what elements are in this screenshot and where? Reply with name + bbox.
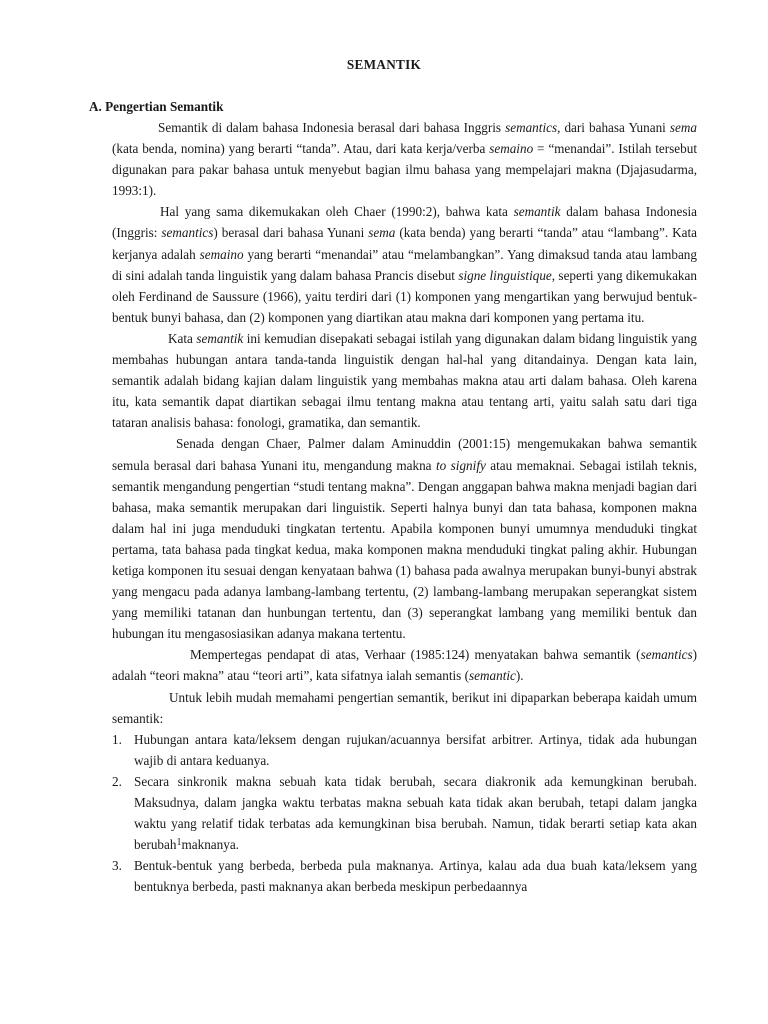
footnote-marker[interactable]: 1 (176, 837, 182, 849)
list-number: 1. (112, 731, 122, 747)
paragraph-5: Mempertegas pendapat di atas, Verhaar (1985:124) menyatakan bahwa semantik (semantics) adalah “teori makna” atau “teori arti”, kata sifatnya ialah semantis (semantic). (112, 647, 697, 684)
document-body (112, 117, 697, 897)
list-number: 3. (112, 858, 122, 874)
paragraph-4: Senada dengan Chaer, Palmer dalam Aminuddin (2001:15) mengemukakan bahwa semantik semula berasal dari bahasa Yunani itu, mengandung makna to signify atau memaknai. Sebagai istilah teknis, semantik mengandung pengertian “studi tentang makna”. Dengan anggapan bahwa makna menjadi bagian dari bahasa, maka semantik merupakan dari linguistik. Seperti halnya bunyi dan tata bahasa, komponen makna dalam hal ini juga menduduki tingkatan tertentu. Apabila komponen bunyi umumnya menduduki tingkat pertama, tata bahasa pada tingkat kedua, maka komponen makna menduduki tingkat paling akhir. Hubungan ketiga komponen itu sesuai dengan kenyataan bahwa (1) bahasa pada awalnya merupakan bunyi-bunyi abstrak yang mengacu pada adanya lambang-lambang tertentu, (2) lambang-lambang merupakan seperangkat sistem yang memiliki tatanan dan hunbungan tertentu, dan (3) seperangkat lambang yang memiliki bentuk dan hubungan itu mengasosiasikan adanya makana tertentu. (112, 436, 698, 642)
paragraph-1: Semantik di dalam bahasa Indonesia berasal dari bahasa Inggris semantics, dari bahasa Yunani sema (kata benda, nomina) yang berarti “tanda”. Atau, dari kata kerja/verba semaino = “menandai”. Istilah tersebut digunakan para pakar bahasa untuk menyebut bagian ilmu bahasa yang mempelajari makna (Djajasudarma, 1993:1). (112, 120, 697, 199)
list-number: 2. (112, 773, 122, 789)
document-title: SEMANTIK (346, 57, 422, 72)
list-text-tail: maknanya. (181, 837, 239, 853)
list-item (112, 855, 697, 897)
list-text: Bentuk-bentuk yang berbeda, berbeda pula maknanya. Artinya, kalau ada dua buah kata/leksem yang bentuknya berbeda, pasti maknanya akan berbeda meskipun perbedaannya (134, 858, 697, 895)
list-item (112, 729, 697, 771)
list-text: Secara sinkronik makna sebuah kata tidak berubah, secara diakronik ada kemungkinan berubah. Maksudnya, dalam jangka waktu terbatas makna sebuah kata tidak akan berubah, tetapi dalam jangka waktu yang relatif tidak terbatas ada kemungkinan bisa berubah. Namun, tidak berarti setiap kata akan berubah (134, 773, 697, 853)
paragraph-2: Hal yang sama dikemukakan oleh Chaer (1990:2), bahwa kata semantik dalam bahasa Indonesia (Inggris: semantics) berasal dari bahasa Yunani sema (kata benda) yang berarti “tanda” atau “lambang”. Kata kerjanya adalah semaino yang berarti “menandai” atau “melambangkan”. Yang dimaksud tanda atau lambang di sini adalah tanda linguistik yang dalam bahasa Prancis disebut signe linguistique, seperti yang dikemukakan oleh Ferdinand de Saussure (1966), yaitu terdiri dari (1) komponen yang mengartikan yang berwujud bentuk-bentuk bunyi bahasa, dan (2) komponen yang diartikan atau makna dari komponen yang pertama itu. (112, 204, 697, 325)
list-item (112, 771, 697, 855)
paragraph-3: Kata semantik ini kemudian disepakati sebagai istilah yang digunakan dalam bidang linguistik yang membahas hubungan antara tanda-tanda linguistik dengan hal-hal yang ditandainya. Dengan kata lain, semantik adalah bidang kajian dalam linguistik yang membahas makna atau arti dalam bahasa. Oleh karena itu, kata semantik dapat diartikan sebagai ilmu tentang makna atau tentang arti, yaitu salah satu dari tiga tataran analisis bahasa: fonologi, gramatika, dan semantik. (112, 330, 697, 431)
list-text: Hubungan antara kata/leksem dengan rujukan/acuannya bersifat arbitrer. Artinya, tidak ada hubungan wajib di antara keduanya. (134, 731, 697, 768)
section-heading: A. Pengertian Semantik (89, 99, 224, 114)
paragraph-6: Untuk lebih mudah memahami pengertian semantik, berikut ini dipaparkan beberapa kaidah umum semantik: (112, 689, 697, 726)
